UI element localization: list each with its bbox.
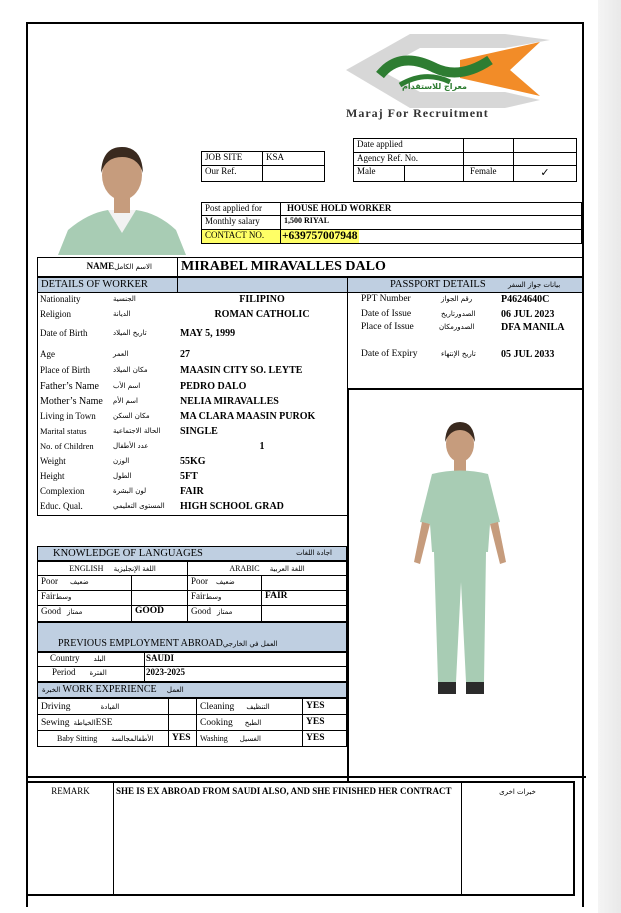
languages-header: KNOWLEDGE OF LANGUAGES — [53, 548, 203, 559]
employment-header: PREVIOUS EMPLOYMENT ABROAD — [58, 638, 223, 649]
remark-text: SHE IS EX ABROAD FROM SAUDI ALSO, AND SHE FINISHED HER CONTRACT — [116, 786, 452, 796]
english-col-header — [37, 561, 188, 576]
detail-label-ar: الوزن — [113, 457, 130, 465]
arabic-fair-cell — [187, 590, 262, 606]
detail-label: Mother’s Name — [40, 396, 103, 407]
detail-label-ar: تاريخ الميلاد — [113, 329, 147, 337]
detail-value: HIGH SCHOOL GRAD — [177, 500, 348, 516]
work-skill-label-ar: الخياطة — [73, 719, 96, 727]
country-label-ar: البلد — [93, 655, 106, 663]
work-exp-header-ar-right: العمل — [166, 686, 184, 694]
period-value: 2023-2025 — [144, 666, 347, 682]
detail-value: 1 — [177, 440, 348, 456]
detail-label-ar: مكان الميلاد — [113, 366, 148, 374]
female-checkmark: ✓ — [513, 165, 577, 182]
english-good-label: Good — [41, 606, 61, 616]
details-header-right — [177, 277, 348, 293]
detail-label-ar: الحالة الاجتماعية — [113, 427, 161, 435]
work-exp-header-ar-left: الخبرة — [42, 686, 61, 694]
detail-label-cell — [37, 410, 178, 426]
english-level-value: GOOD — [131, 605, 188, 622]
detail-label-ar: الديانة — [113, 309, 131, 318]
work-skill-label-ar: الأطفالمجالسة — [111, 735, 154, 743]
detail-label: Height — [40, 471, 65, 481]
our-ref-value — [262, 165, 325, 182]
work-skill-label: Driving — [41, 702, 71, 712]
languages-header-ar: اجادة اللغات — [296, 549, 332, 557]
arabic-poor-cell — [187, 575, 262, 591]
detail-value: ROMAN CATHOLIC — [177, 308, 348, 323]
detail-value: 27 — [177, 347, 348, 364]
details-header-cell — [37, 277, 178, 293]
arabic-good-label: Good — [191, 606, 211, 616]
detail-label-cell — [37, 440, 178, 456]
detail-label-cell — [37, 395, 178, 411]
detail-label-ar: العمر — [113, 349, 129, 358]
detail-label-cell — [37, 425, 178, 441]
date-applied-extra — [513, 138, 577, 153]
name-label-ar: الاسم الكامل — [114, 263, 152, 271]
work-skill-label-cell — [37, 730, 169, 747]
work-skill-value-cell — [168, 714, 197, 731]
post-applied-value: HOUSE HOLD WORKER — [280, 202, 582, 216]
monthly-salary-label: Monthly salary — [201, 215, 281, 230]
detail-label: Weight — [40, 456, 66, 466]
arabic-good-ar: ممتاز — [217, 608, 233, 616]
period-label: Period — [52, 667, 76, 677]
detail-label-ar: لون البشرة — [113, 487, 147, 495]
logo-english-text: Maraj For Recruitment — [346, 106, 489, 120]
work-skill2-label-ar: الغسيل — [239, 735, 261, 743]
passport-header: PASSPORT DETAILS — [390, 279, 486, 290]
employment-header-cell — [37, 622, 347, 652]
remark-label: REMARK — [51, 786, 90, 796]
passport-gap-row-1 — [347, 363, 583, 381]
period-label-cell — [37, 666, 145, 682]
english-fair-ar: وسط — [55, 593, 72, 601]
passport-label-cell — [358, 308, 499, 323]
detail-value: FAIR — [177, 485, 348, 501]
work-skill-inline-value: ESE — [95, 718, 113, 728]
detail-label-cell — [37, 363, 178, 381]
arabic-poor-label: Poor — [191, 576, 209, 586]
passport-value: 05 JUL 2033 — [498, 347, 583, 365]
name-label: NAME — [86, 261, 115, 271]
detail-label-ar: اسم الأب — [113, 382, 141, 390]
passport-label-cell — [358, 293, 499, 309]
arabic-fair-label: Fair — [191, 591, 206, 601]
arabic-poor-ar: ضعيف — [216, 578, 235, 586]
detail-label-cell — [37, 455, 178, 471]
detail-label: Educ. Qual. — [40, 501, 83, 511]
country-label: Country — [50, 653, 80, 663]
date-applied-label: Date applied — [353, 138, 464, 153]
arabic-good-value — [261, 605, 347, 622]
english-good-cell — [37, 605, 132, 622]
remark-ar: خبرات اخرى — [499, 788, 536, 796]
english-label: ENGLISH — [69, 564, 104, 573]
name-value: MIRABEL MIRAVALLES DALO — [181, 259, 386, 274]
job-site-value: KSA — [262, 151, 325, 166]
detail-label-ar: الطول — [113, 472, 132, 480]
work-exp-header: WORK EXPERIENCE — [62, 684, 157, 695]
logo-arabic-text: معراج للاستقدام — [402, 82, 467, 91]
work-skill-label-cell — [37, 714, 169, 731]
work-skill-label-ar: القيادة — [100, 703, 120, 711]
english-poor-ar: ضعيف — [70, 578, 89, 586]
detail-value: NELIA MIRAVALLES — [177, 395, 348, 411]
detail-label-cell — [37, 308, 178, 323]
english-fair-value — [131, 590, 188, 606]
detail-value: SINGLE — [177, 425, 348, 441]
arabic-label: ARABIC — [229, 564, 260, 573]
passport-left-gap — [347, 293, 359, 363]
agency-ref-label: Agency Ref. No. — [353, 152, 464, 166]
details-bottom-rule — [37, 515, 348, 516]
arabic-good-cell — [187, 605, 262, 622]
detail-label: Father’s Name — [40, 381, 99, 392]
work-exp-header-cell — [37, 682, 347, 698]
female-label: Female — [463, 165, 514, 182]
detail-value: MAASIN CITY SO. LEYTE — [177, 363, 348, 381]
agency-ref-extra — [513, 152, 577, 166]
passport-label: PPT Number — [361, 294, 411, 304]
passport-label: Date of Expiry — [361, 349, 418, 359]
contact-value: +639757007948 — [282, 230, 358, 242]
passport-label-cell — [358, 322, 499, 348]
country-value: SAUDI — [144, 652, 347, 667]
work-skill2-label: Washing — [200, 734, 228, 743]
english-fair-label: Fair — [41, 591, 56, 601]
detail-label: Age — [40, 348, 55, 359]
arabic-poor-value — [261, 575, 347, 591]
english-poor-value — [131, 575, 188, 591]
detail-label-ar: الجنسية — [113, 295, 136, 303]
country-label-cell — [37, 652, 145, 667]
work-skill2-label-ar: الطبخ — [244, 719, 262, 727]
english-poor-cell — [37, 575, 132, 591]
english-poor-label: Poor — [41, 576, 59, 586]
passport-value: DFA MANILA — [498, 322, 583, 348]
name-label-cell — [37, 257, 178, 277]
period-label-ar: الفترة — [89, 669, 107, 677]
passport-label-ar: تاريخ الإنتهاء — [441, 350, 476, 358]
detail-label: Place of Birth — [40, 365, 90, 375]
worker-full-body-photo — [404, 412, 514, 702]
date-applied-value — [463, 138, 514, 153]
arabic-col-header — [187, 561, 347, 576]
work-skill2-value-cell: YES — [302, 698, 347, 715]
passport-label: Date of Issue — [361, 308, 412, 319]
work-skill-label: Baby Sitting — [57, 734, 98, 743]
company-logo — [340, 30, 565, 125]
detail-label-cell — [37, 380, 178, 396]
detail-label: No. of Children — [40, 441, 94, 451]
worker-portrait-photo — [58, 145, 186, 255]
work-skill-value-cell: YES — [168, 730, 197, 747]
passport-label-ar: الصدورمكان — [439, 323, 475, 331]
detail-label-ar: مكان السكن — [113, 412, 150, 420]
work-skill2-label-cell — [196, 714, 303, 731]
male-label: Male — [353, 165, 405, 182]
remark-ar-cell — [461, 781, 575, 896]
passport-label: Place of Issue — [361, 322, 414, 332]
arabic-fair-ar: وسط — [205, 593, 222, 601]
work-skill2-label-ar: التنظيف — [246, 703, 270, 711]
detail-label-cell — [37, 347, 178, 364]
detail-label-cell — [37, 322, 178, 348]
detail-label: Complexion — [40, 486, 85, 496]
contact-label: CONTACT NO. — [201, 229, 281, 244]
english-fair-cell — [37, 590, 132, 606]
passport-header-ar: بيانات جواز السفر — [507, 281, 561, 289]
work-skill2-label-cell — [196, 698, 303, 715]
detail-label: Date of Birth — [40, 328, 88, 338]
arabic-level-value: FAIR — [261, 590, 347, 606]
work-skill2-value-cell: YES — [302, 730, 347, 747]
work-skill-label-cell — [37, 698, 169, 715]
job-site-label: JOB SITE — [201, 151, 263, 166]
arabic-label-ar: اللغة العربية — [269, 565, 305, 573]
our-ref-label: Our Ref. — [201, 165, 263, 182]
passport-value: P4624640C — [498, 293, 583, 309]
passport-label-ar: رقم الجواز — [441, 295, 473, 303]
english-label-ar: اللغة الإنجليزية — [113, 565, 156, 573]
detail-label-ar: المستوى التعليمي — [113, 502, 165, 510]
detail-value: MAY 5, 1999 — [177, 322, 348, 348]
detail-label: Living in Town — [40, 411, 96, 421]
post-applied-label: Post applied for — [201, 202, 281, 216]
name-value-cell — [177, 257, 583, 277]
detail-label-cell — [37, 470, 178, 486]
page-edge-shadow — [598, 0, 621, 913]
detail-label-ar: اسم الأم — [113, 397, 138, 405]
monthly-salary-value: 1,500 RIYAL — [280, 215, 582, 230]
passport-label-ar: الصدورتاريخ — [441, 309, 476, 318]
contact-value-cell — [280, 229, 582, 244]
details-header: DETAILS OF WORKER — [41, 279, 148, 290]
work-skill2-label-cell — [196, 730, 303, 747]
work-skill2-label: Cleaning — [200, 702, 235, 712]
english-good-ar: ممتاز — [67, 608, 83, 616]
employment-header-ar: العمل في الخارجي — [222, 640, 278, 648]
passport-header-cell — [347, 277, 583, 293]
agency-ref-value — [463, 152, 514, 166]
detail-label-ar: عدد الأطفال — [113, 442, 149, 450]
passport-value: 06 JUL 2023 — [498, 308, 583, 323]
work-skill-label: Sewing — [41, 718, 70, 728]
detail-value: MA CLARA MAASIN PUROK — [177, 410, 348, 426]
work-skill-value-cell — [168, 698, 197, 715]
detail-label: Marital status — [40, 426, 87, 436]
remark-label-cell — [26, 781, 114, 896]
detail-label: Nationality — [40, 294, 81, 304]
detail-value: PEDRO DALO — [177, 380, 348, 396]
detail-value: FILIPINO — [177, 293, 348, 309]
work-skill2-label: Cooking — [200, 718, 233, 728]
detail-value: 55KG — [177, 455, 348, 471]
detail-label-cell — [37, 500, 178, 516]
detail-label: Religion — [40, 308, 71, 319]
remark-text-cell — [113, 781, 462, 896]
detail-value: 5FT — [177, 470, 348, 486]
languages-header-cell — [37, 546, 347, 561]
section-divider — [26, 776, 586, 778]
work-skill2-value-cell: YES — [302, 714, 347, 731]
detail-label-cell — [37, 485, 178, 501]
detail-label-cell — [37, 293, 178, 309]
male-value — [404, 165, 464, 182]
